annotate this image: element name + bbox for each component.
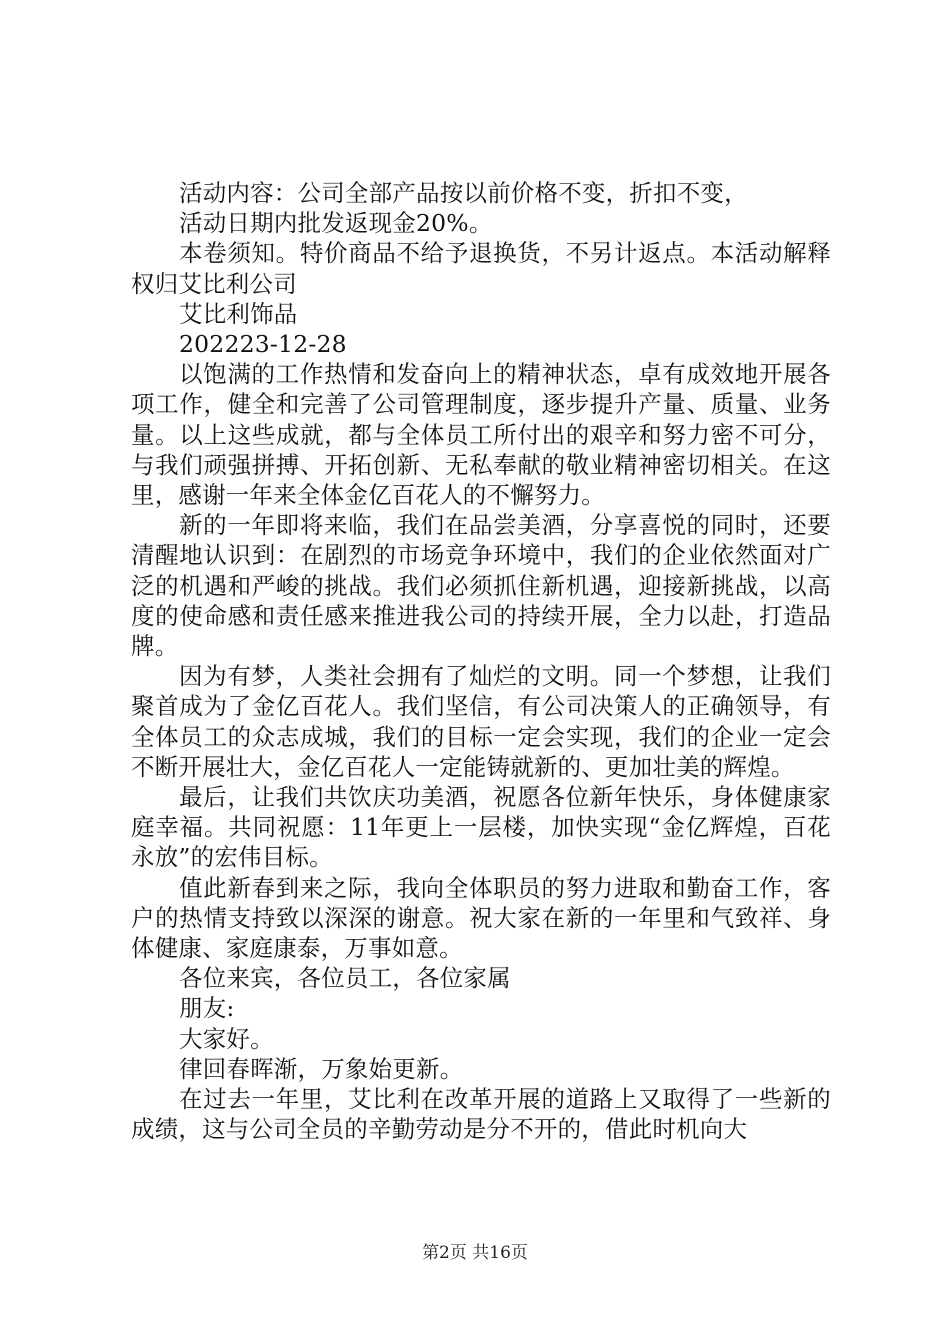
paragraph-past-year: 在过去一年里，艾比利在改革开展的道路上又取得了一些新的成绩，这与公司全员的辛勤劳动是分不开的，借此时机向大 xyxy=(131,1085,831,1144)
paragraph-thanks: 值此新春到来之际，我向全体职员的努力进取和勤奋工作，客户的热情支持致以深深的谢意。祝大家在新的一年里和气致祥、身体健康、家庭康泰，万事如意。 xyxy=(131,873,831,963)
page-total-label: 共16页 xyxy=(472,1243,528,1263)
paragraph-notice: 本卷须知。特价商品不给予退换货，不另计返点。本活动解释权归艾比利公司 xyxy=(131,239,831,298)
paragraph-activity-period: 活动日期内批发返现金20%。 xyxy=(179,209,493,238)
paragraph-dream: 因为有梦，人类社会拥有了灿烂的文明。同一个梦想，让我们聚首成为了金亿百花人。我们坚信，有公司决策人的正确领导，有全体员工的众志成城，我们的目标一定会实现，我们的企业一定会不断开展壮大，金亿百花人一定能铸就新的、更加壮美的辉煌。 xyxy=(131,662,831,781)
paragraph-greeting-friends: 朋友: xyxy=(179,994,235,1023)
page-current-label: 第2页 xyxy=(422,1243,467,1263)
paragraph-spring: 律回春晖渐，万象始更新。 xyxy=(179,1054,464,1083)
paragraph-toast: 最后，让我们共饮庆功美酒，祝愿各位新年快乐，身体健康家庭幸福。共同祝愿：11年更上一层楼，加快实现“金亿辉煌，百花永放”的宏伟目标。 xyxy=(131,783,831,872)
paragraph-achievements: 以饱满的工作热情和发奋向上的精神状态，卓有成效地开展各项工作，健全和完善了公司管理制度，逐步提升产量、质量、业务量。以上这些成就，都与全体员工所付出的艰辛和努力密不可分，与我们顽强拼搏、开拓创新、无私奉献的敬业精神密切相关。在这里，感谢一年来全体金亿百花人的不懈努力。 xyxy=(131,360,831,510)
paragraph-company-name: 艾比利饰品 xyxy=(179,299,298,328)
paragraph-hello: 大家好。 xyxy=(179,1024,274,1053)
document-body xyxy=(131,178,831,1145)
paragraph-date: 202223-12-28 xyxy=(179,330,347,359)
paragraph-greeting-guests: 各位来宾，各位员工，各位家属 xyxy=(179,964,511,993)
page-number-footer xyxy=(0,1242,950,1264)
paragraph-activity-content: 活动内容：公司全部产品按以前价格不变，折扣不变， xyxy=(179,179,748,207)
paragraph-new-year-challenges: 新的一年即将来临，我们在品尝美酒，分享喜悦的同时，还要清醒地认识到：在剧烈的市场竞争环境中，我们的企业依然面对广泛的机遇和严峻的挑战。我们必须抓住新机遇，迎接新挑战，以高度的使命感和责任感来推进我公司的持续开展，全力以赴，打造品牌。 xyxy=(131,511,831,661)
